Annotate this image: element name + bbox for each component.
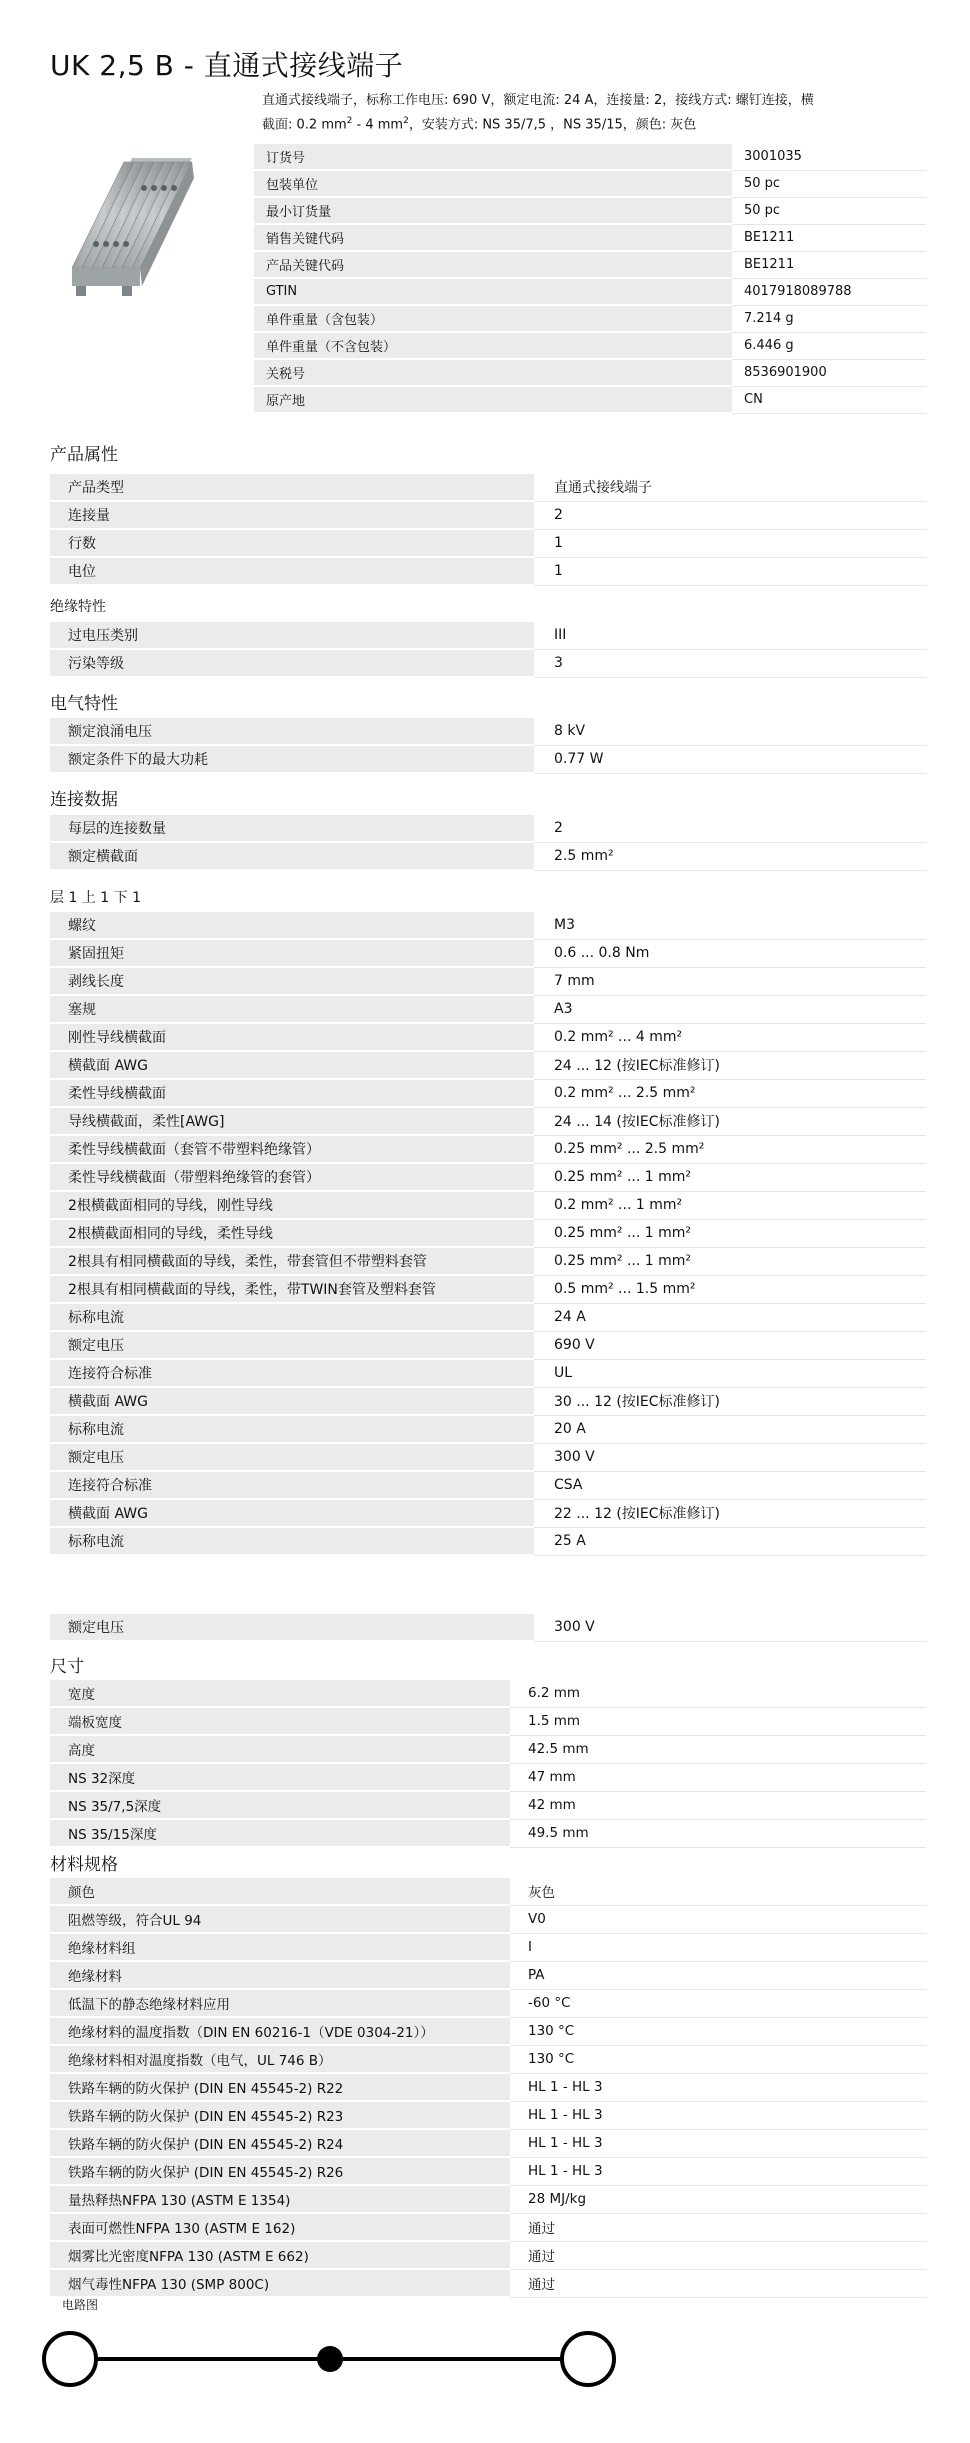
row-label: 柔性导线横截面（套管不带塑料绝缘管）	[50, 1135, 534, 1163]
table-row	[50, 1079, 926, 1107]
row-value: HL 1 - HL 3	[510, 2157, 926, 2185]
row-value: 3	[534, 649, 926, 677]
row-label: 产品类型	[50, 474, 534, 501]
product-description	[262, 90, 912, 135]
row-value: 24 ... 14 (按IEC标准修订)	[534, 1107, 926, 1135]
table-row	[50, 1961, 926, 1989]
table-row	[50, 1219, 926, 1247]
row-label: 刚性导线横截面	[50, 1023, 534, 1051]
row-value: 0.5 mm² ... 1.5 mm²	[534, 1275, 926, 1303]
section-dimensions: 尺寸	[50, 1657, 84, 1677]
row-value: 24 ... 12 (按IEC标准修订)	[534, 1051, 926, 1079]
row-value: BE1211	[732, 251, 926, 278]
table-row	[50, 1763, 926, 1791]
row-label: 烟气毒性NFPA 130 (SMP 800C)	[50, 2269, 510, 2297]
row-label: 包装单位	[254, 170, 732, 197]
row-label: 额定电压	[50, 1331, 534, 1359]
table-row	[50, 912, 926, 939]
row-label: NS 35/7,5深度	[50, 1791, 510, 1819]
row-label: 铁路车辆的防火保护 (DIN EN 45545-2) R24	[50, 2129, 510, 2157]
row-value: 0.77 W	[534, 745, 926, 773]
row-value: 130 °C	[510, 2045, 926, 2073]
table-row	[254, 359, 926, 386]
table-row	[50, 529, 926, 557]
product-photo	[62, 148, 200, 300]
table-row	[50, 815, 926, 842]
table-row	[254, 197, 926, 224]
table-row	[50, 2073, 926, 2101]
row-value: V0	[510, 1905, 926, 1933]
extra-rated-voltage-table	[50, 1614, 926, 1642]
row-value: 通过	[510, 2269, 926, 2297]
row-label: 额定横截面	[50, 842, 534, 870]
row-value: III	[534, 622, 926, 649]
row-label: 绝缘材料的温度指数（DIN EN 60216-1（VDE 0304-21））	[50, 2017, 510, 2045]
table-row	[50, 2045, 926, 2073]
row-value: 1	[534, 557, 926, 585]
table-row	[50, 1107, 926, 1135]
table-row	[50, 1735, 926, 1763]
table-row	[50, 2101, 926, 2129]
table-row	[50, 1303, 926, 1331]
table-row	[50, 501, 926, 529]
layer-table	[50, 912, 926, 1556]
table-row	[50, 1135, 926, 1163]
table-row	[254, 278, 926, 305]
row-label: 2根具有相同横截面的导线，柔性，带套管但不带塑料套管	[50, 1247, 534, 1275]
row-value: 22 ... 12 (按IEC标准修订)	[534, 1499, 926, 1527]
row-label: 单件重量（含包装）	[254, 305, 732, 332]
table-row	[50, 1905, 926, 1933]
table-row	[50, 2185, 926, 2213]
row-value: CSA	[534, 1471, 926, 1499]
row-label: 绝缘材料相对温度指数（电气，UL 746 B）	[50, 2045, 510, 2073]
row-label: 横截面 AWG	[50, 1499, 534, 1527]
page-title: UK 2,5 B - 直通式接线端子	[50, 49, 404, 82]
row-value: 2	[534, 815, 926, 842]
row-value: 6.2 mm	[510, 1680, 926, 1707]
row-label: 单件重量（不含包装）	[254, 332, 732, 359]
row-value: 42 mm	[510, 1791, 926, 1819]
row-label: 2根横截面相同的导线，柔性导线	[50, 1219, 534, 1247]
row-value: BE1211	[732, 224, 926, 251]
table-row	[50, 1275, 926, 1303]
circuit-diagram-label: 电路图	[62, 2298, 99, 2312]
row-label: 颜色	[50, 1878, 510, 1905]
dimensions-table	[50, 1680, 926, 1848]
row-value: 7.214 g	[732, 305, 926, 332]
table-row	[50, 1331, 926, 1359]
row-label: 导线横截面，柔性[AWG]	[50, 1107, 534, 1135]
row-label: 污染等级	[50, 649, 534, 677]
row-label: 销售关键代码	[254, 224, 732, 251]
row-label: 过电压类别	[50, 622, 534, 649]
table-row	[50, 1878, 926, 1905]
row-label: 2根横截面相同的导线，刚性导线	[50, 1191, 534, 1219]
row-label: 原产地	[254, 386, 732, 413]
table-row	[50, 557, 926, 585]
row-value: HL 1 - HL 3	[510, 2073, 926, 2101]
row-value: UL	[534, 1359, 926, 1387]
table-row	[50, 1191, 926, 1219]
row-value: 0.6 ... 0.8 Nm	[534, 939, 926, 967]
row-value: 8 kV	[534, 718, 926, 745]
product-properties-table	[50, 474, 926, 586]
row-value: 50 pc	[732, 170, 926, 197]
row-value: 25 A	[534, 1527, 926, 1555]
row-value: HL 1 - HL 3	[510, 2129, 926, 2157]
row-label: NS 35/15深度	[50, 1819, 510, 1847]
table-row	[50, 2213, 926, 2241]
row-label: 剥线长度	[50, 967, 534, 995]
row-label: 额定电压	[50, 1614, 534, 1641]
row-label: 铁路车辆的防火保护 (DIN EN 45545-2) R23	[50, 2101, 510, 2129]
table-row	[50, 2157, 926, 2185]
table-row	[50, 995, 926, 1023]
row-value: 0.25 mm² ... 1 mm²	[534, 1247, 926, 1275]
row-label: 连接量	[50, 501, 534, 529]
table-row	[50, 1989, 926, 2017]
row-label: 紧固扭矩	[50, 939, 534, 967]
row-value: CN	[732, 386, 926, 413]
row-label: 产品关键代码	[254, 251, 732, 278]
row-value: 1	[534, 529, 926, 557]
table-row	[50, 1791, 926, 1819]
connection-table	[50, 815, 926, 871]
row-value: 0.2 mm² ... 4 mm²	[534, 1023, 926, 1051]
table-row	[254, 170, 926, 197]
circuit-diagram	[40, 2325, 640, 2395]
table-row	[50, 718, 926, 745]
table-row	[254, 305, 926, 332]
table-row	[254, 144, 926, 170]
table-row	[50, 474, 926, 501]
row-label: GTIN	[254, 278, 732, 305]
row-label: 额定浪涌电压	[50, 718, 534, 745]
row-value: 28 MJ/kg	[510, 2185, 926, 2213]
section-material: 材料规格	[50, 1855, 118, 1875]
insulation-table	[50, 622, 926, 678]
row-label: 2根具有相同横截面的导线，柔性，带TWIN套管及塑料套管	[50, 1275, 534, 1303]
table-row	[254, 386, 926, 413]
row-value: 2	[534, 501, 926, 529]
row-label: 铁路车辆的防火保护 (DIN EN 45545-2) R26	[50, 2157, 510, 2185]
row-value: 4017918089788	[732, 278, 926, 305]
row-value: 47 mm	[510, 1763, 926, 1791]
row-value: PA	[510, 1961, 926, 1989]
row-value: 300 V	[534, 1614, 926, 1641]
row-value: 7 mm	[534, 967, 926, 995]
row-value: 0.25 mm² ... 1 mm²	[534, 1219, 926, 1247]
table-row	[50, 1933, 926, 1961]
row-label: 横截面 AWG	[50, 1387, 534, 1415]
terminal-left	[44, 2333, 96, 2385]
table-row	[50, 1359, 926, 1387]
section-product-properties: 产品属性	[50, 445, 118, 465]
row-label: 柔性导线横截面（带塑料绝缘管的套管）	[50, 1163, 534, 1191]
row-value: 通过	[510, 2241, 926, 2269]
row-label: 量热释热NFPA 130 (ASTM E 1354)	[50, 2185, 510, 2213]
table-row	[50, 745, 926, 773]
table-row	[50, 967, 926, 995]
row-label: 低温下的静态绝缘材料应用	[50, 1989, 510, 2017]
row-value: I	[510, 1933, 926, 1961]
row-label: 高度	[50, 1735, 510, 1763]
row-value: 0.25 mm² ... 2.5 mm²	[534, 1135, 926, 1163]
row-label: 标称电流	[50, 1415, 534, 1443]
row-label: 螺纹	[50, 912, 534, 939]
table-row	[254, 251, 926, 278]
row-value: 0.2 mm² ... 1 mm²	[534, 1191, 926, 1219]
row-value: A3	[534, 995, 926, 1023]
row-label: 每层的连接数量	[50, 815, 534, 842]
row-label: 关税号	[254, 359, 732, 386]
table-row	[50, 2129, 926, 2157]
table-row	[50, 1499, 926, 1527]
material-table	[50, 1878, 926, 2298]
row-value: 灰色	[510, 1878, 926, 1905]
row-value: 30 ... 12 (按IEC标准修订)	[534, 1387, 926, 1415]
table-row	[50, 1707, 926, 1735]
row-value: 42.5 mm	[510, 1735, 926, 1763]
table-row	[50, 2241, 926, 2269]
table-row	[254, 332, 926, 359]
table-row	[50, 1247, 926, 1275]
row-label: 标称电流	[50, 1303, 534, 1331]
row-value: M3	[534, 912, 926, 939]
table-row	[50, 2269, 926, 2297]
table-row	[50, 1415, 926, 1443]
row-label: 额定条件下的最大功耗	[50, 745, 534, 773]
row-value: 130 °C	[510, 2017, 926, 2045]
row-label: 电位	[50, 557, 534, 585]
table-row	[50, 622, 926, 649]
table-row	[50, 1819, 926, 1847]
row-label: 连接符合标准	[50, 1359, 534, 1387]
row-label: 标称电流	[50, 1527, 534, 1555]
row-value: -60 °C	[510, 1989, 926, 2017]
table-row	[50, 1443, 926, 1471]
table-row	[254, 224, 926, 251]
section-connection: 连接数据	[50, 790, 118, 810]
row-value: 690 V	[534, 1331, 926, 1359]
row-label: 订货号	[254, 144, 732, 170]
row-label: 绝缘材料	[50, 1961, 510, 1989]
row-label: 横截面 AWG	[50, 1051, 534, 1079]
row-label: 行数	[50, 529, 534, 557]
row-value: 3001035	[732, 144, 926, 170]
row-label: 额定电压	[50, 1443, 534, 1471]
row-label: 烟雾比光密度NFPA 130 (ASTM E 662)	[50, 2241, 510, 2269]
row-value: 0.2 mm² ... 2.5 mm²	[534, 1079, 926, 1107]
row-value: 通过	[510, 2213, 926, 2241]
description-line-2: 截面: 0.2 $mm^2 - 4$ $mm^2$，安装方式: NS 35/7,5 ，NS 35/15，颜色: 灰色	[262, 116, 697, 133]
subsection-layer: 层 1 上 1 下 1	[50, 890, 141, 906]
electrical-table	[50, 718, 926, 774]
row-value: 50 pc	[732, 197, 926, 224]
row-label: NS 32深度	[50, 1763, 510, 1791]
row-value: 2.5 mm²	[534, 842, 926, 870]
row-value: 1.5 mm	[510, 1707, 926, 1735]
table-row	[50, 1527, 926, 1555]
row-value: 8536901900	[732, 359, 926, 386]
row-value: 20 A	[534, 1415, 926, 1443]
table-row	[50, 1051, 926, 1079]
junction-dot	[317, 2346, 343, 2372]
description-line-1: 直通式接线端子，标称工作电压: 690 V，额定电流: 24 A，连接量: 2，接线方式: 螺钉连接，横	[262, 93, 814, 108]
terminal-right	[562, 2333, 614, 2385]
row-value: 6.446 g	[732, 332, 926, 359]
row-label: 绝缘材料组	[50, 1933, 510, 1961]
table-row	[50, 842, 926, 870]
section-electrical: 电气特性	[50, 694, 118, 714]
row-label: 铁路车辆的防火保护 (DIN EN 45545-2) R22	[50, 2073, 510, 2101]
row-value: 49.5 mm	[510, 1819, 926, 1847]
row-value: 0.25 mm² ... 1 mm²	[534, 1163, 926, 1191]
row-value: 300 V	[534, 1443, 926, 1471]
table-row	[50, 1163, 926, 1191]
table-row	[50, 1614, 926, 1641]
row-value: HL 1 - HL 3	[510, 2101, 926, 2129]
row-label: 柔性导线横截面	[50, 1079, 534, 1107]
row-value: 直通式接线端子	[534, 474, 926, 501]
row-label: 宽度	[50, 1680, 510, 1707]
table-row	[50, 649, 926, 677]
table-row	[50, 1680, 926, 1707]
row-label: 表面可燃性NFPA 130 (ASTM E 162)	[50, 2213, 510, 2241]
row-label: 连接符合标准	[50, 1471, 534, 1499]
row-label: 最小订货量	[254, 197, 732, 224]
row-label: 塞规	[50, 995, 534, 1023]
row-label: 阻燃等级，符合UL 94	[50, 1905, 510, 1933]
row-value: 24 A	[534, 1303, 926, 1331]
table-row	[50, 1471, 926, 1499]
table-row	[50, 1387, 926, 1415]
order-info-table	[254, 144, 926, 414]
table-row	[50, 2017, 926, 2045]
row-label: 端板宽度	[50, 1707, 510, 1735]
table-row	[50, 1023, 926, 1051]
table-row	[50, 939, 926, 967]
subsection-insulation: 绝缘特性	[50, 599, 106, 615]
